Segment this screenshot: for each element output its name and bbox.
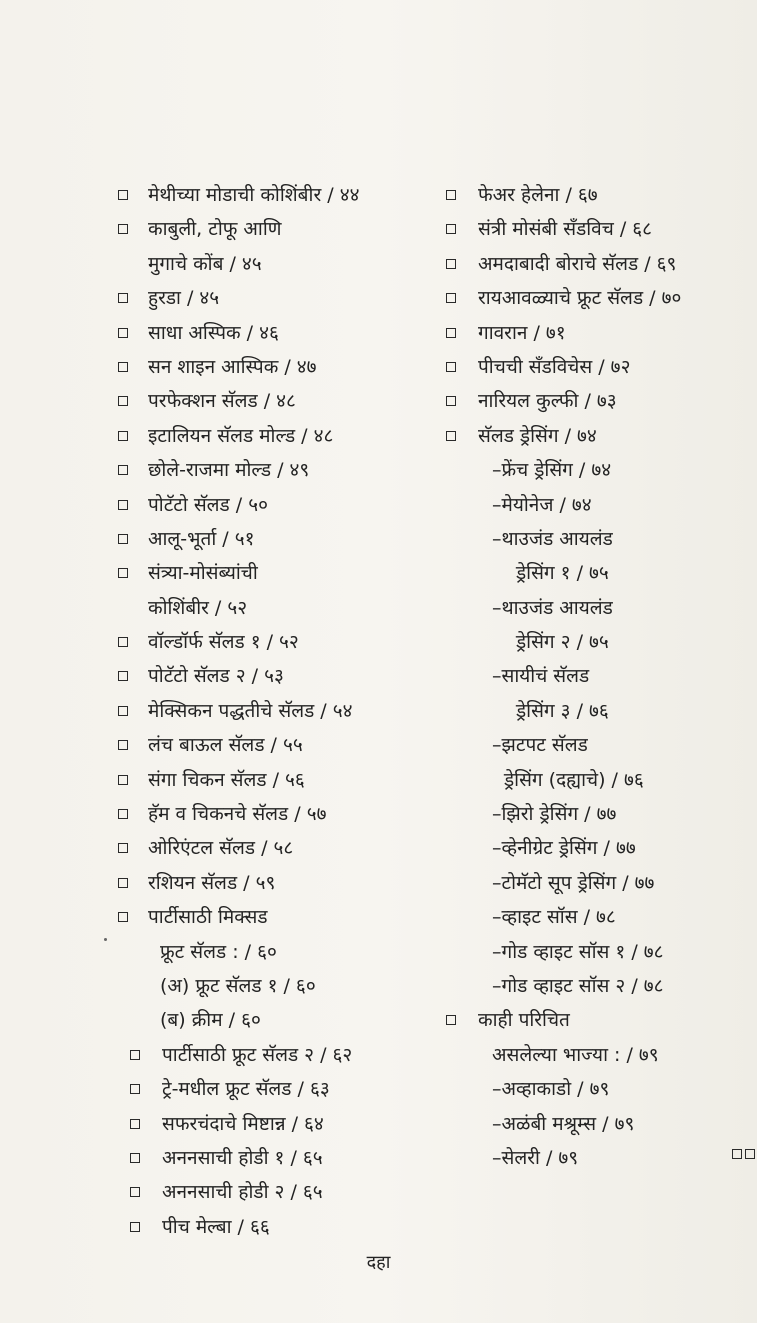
toc-entry-text: संत्री मोसंबी सँडविच / ६८ <box>478 218 653 241</box>
toc-entry <box>442 1038 752 1072</box>
checkbox-bullet-icon <box>118 671 128 681</box>
checkbox-bullet-icon <box>130 1153 140 1163</box>
toc-entry-text: आलू-भूर्ता / ५१ <box>148 527 255 550</box>
toc-entry <box>442 281 752 315</box>
toc-entry <box>442 625 752 659</box>
toc-entry <box>112 763 442 797</box>
checkbox-bullet-icon <box>118 878 128 888</box>
toc-entry <box>112 178 442 212</box>
checkbox-bullet-icon <box>118 912 128 922</box>
toc-entry-text: पोटॅटो सॅलड २ / ५३ <box>148 665 284 688</box>
toc-entry-text: हॅम व चिकनचे सॅलड / ५७ <box>148 803 327 826</box>
toc-entry-text: काही परिचित <box>478 1009 570 1032</box>
toc-entry-text: इटालियन सॅलड मोल्ड / ४८ <box>148 424 334 447</box>
toc-entry-text: (ब) क्रीम / ६० <box>160 1009 261 1032</box>
toc-entry <box>442 316 752 350</box>
toc-entry-text: अननसाची होडी १ / ६५ <box>162 1146 323 1169</box>
print-speck <box>104 938 107 941</box>
toc-entry <box>442 1072 752 1106</box>
toc-entry <box>442 694 752 728</box>
toc-entry <box>112 797 442 831</box>
toc-left-column <box>112 178 442 1244</box>
toc-entry-text: ड्रेसिंग १ / ७५ <box>516 562 609 585</box>
toc-entry-text: पोटॅटो सॅलड / ५० <box>148 493 268 516</box>
checkbox-bullet-icon <box>118 190 128 200</box>
toc-entry <box>442 419 752 453</box>
checkbox-bullet-icon <box>118 396 128 406</box>
toc-entry <box>442 659 752 693</box>
toc-entry <box>112 281 442 315</box>
checkbox-bullet-icon <box>118 809 128 819</box>
edge-bullet-marks <box>732 1144 757 1164</box>
toc-entry-text: रायआवळ्याचे फ्रूट सॅलड / ७० <box>478 287 682 310</box>
toc-entry <box>112 1038 442 1072</box>
toc-entry-text: पीचची सँडविचेस / ७२ <box>478 355 631 378</box>
toc-entry-text: ओरिएंटल सॅलड / ५८ <box>148 837 294 860</box>
toc-entry-text: –गोड व्हाइट सॉस १ / ७८ <box>492 940 664 963</box>
checkbox-bullet-icon <box>446 1015 456 1025</box>
toc-entry-text: सफरचंदाचे मिष्टान्न / ६४ <box>162 1112 324 1135</box>
checkbox-bullet-icon <box>118 775 128 785</box>
checkbox-bullet-icon <box>446 328 456 338</box>
toc-entry-text: सॅलड ड्रेसिंग / ७४ <box>478 424 597 447</box>
checkbox-bullet-icon <box>118 431 128 441</box>
toc-entry-text: असलेल्या भाज्या : / ७९ <box>492 1043 659 1066</box>
checkbox-bullet-icon <box>118 534 128 544</box>
checkbox-bullet-icon <box>130 1187 140 1197</box>
toc-entry <box>442 1107 752 1141</box>
toc-entry-text: –मेयोनेज / ७४ <box>492 493 592 516</box>
toc-entry-text: पीच मेल्बा / ६६ <box>162 1215 270 1238</box>
toc-entry-text: –सायीचं सॅलड <box>492 665 590 688</box>
toc-entry <box>442 866 752 900</box>
toc-entry-text: –थाउजंड आयलंड <box>492 527 613 550</box>
toc-entry <box>442 797 752 831</box>
toc-entry <box>112 350 442 384</box>
toc-entry <box>112 1141 442 1175</box>
toc-entry <box>112 488 442 522</box>
toc-entry <box>112 659 442 693</box>
checkbox-bullet-icon <box>118 740 128 750</box>
toc-entry <box>442 488 752 522</box>
checkbox-bullet-icon <box>118 706 128 716</box>
checkbox-bullet-icon <box>446 396 456 406</box>
checkbox-bullet-icon <box>130 1119 140 1129</box>
toc-entry <box>442 1003 752 1037</box>
checkbox-bullet-icon <box>118 500 128 510</box>
toc-entry <box>112 728 442 762</box>
toc-entry <box>112 831 442 865</box>
toc-entry-text: परफेक्शन सॅलड / ४८ <box>148 390 296 413</box>
toc-entry <box>112 969 442 1003</box>
toc-entry <box>442 831 752 865</box>
checkbox-bullet-icon <box>118 637 128 647</box>
checkbox-bullet-icon <box>118 843 128 853</box>
checkbox-bullet-icon <box>446 293 456 303</box>
toc-entry <box>112 866 442 900</box>
toc-entry-text: –अळंबी मश्रूम्स / ७९ <box>492 1112 635 1135</box>
toc-entry-text: अननसाची होडी २ / ६५ <box>162 1181 323 1204</box>
checkbox-bullet-icon <box>446 190 456 200</box>
checkbox-bullet-icon <box>130 1084 140 1094</box>
toc-entry-text: –सेलरी / ७९ <box>492 1146 579 1169</box>
checkbox-bullet-icon <box>130 1050 140 1060</box>
toc-entry <box>112 316 442 350</box>
toc-entry <box>442 763 752 797</box>
checkbox-bullet-icon <box>118 568 128 578</box>
toc-entry <box>112 1072 442 1106</box>
toc-entry-text: साधा अस्पिक / ४६ <box>148 321 279 344</box>
toc-entry-text: –झिरो ड्रेसिंग / ७७ <box>492 803 617 826</box>
toc-entry-text: मुगाचे कोंब / ४५ <box>148 252 262 275</box>
toc-entry-text: ड्रेसिंग ३ / ७६ <box>516 699 609 722</box>
toc-entry <box>112 1175 442 1209</box>
toc-entry <box>442 969 752 1003</box>
checkbox-bullet-icon <box>446 259 456 269</box>
toc-entry-text: संत्र्या-मोसंब्यांची <box>148 562 258 585</box>
toc-entry-text: ट्रे-मधील फ्रूट सॅलड / ६३ <box>162 1078 330 1101</box>
toc-entry-text: संगा चिकन सॅलड / ५६ <box>148 768 305 791</box>
checkbox-bullet-icon <box>732 1149 742 1159</box>
toc-entry <box>112 384 442 418</box>
checkbox-bullet-icon <box>118 328 128 338</box>
toc-entry-text: हुरडा / ४५ <box>148 287 220 310</box>
toc-entry-text: अमदाबादी बोराचे सॅलड / ६९ <box>478 252 677 275</box>
toc-entry <box>442 453 752 487</box>
toc-entry-text: रशियन सॅलड / ५९ <box>148 871 276 894</box>
toc-entry-text: –थाउजंड आयलंड <box>492 596 613 619</box>
toc-entry <box>442 247 752 281</box>
toc-entry-text: –गोड व्हाइट सॉस २ / ७८ <box>492 974 664 997</box>
toc-entry <box>112 247 442 281</box>
toc-entry-text: (अ) फ्रूट सॅलड १ / ६० <box>160 974 316 997</box>
toc-entry-text: लंच बाऊल सॅलड / ५५ <box>148 734 303 757</box>
toc-entry <box>112 591 442 625</box>
toc-entry <box>442 556 752 590</box>
toc-entry-text: पार्टीसाठी मिक्सड <box>148 906 268 929</box>
toc-entry <box>442 1141 752 1175</box>
toc-entry <box>442 384 752 418</box>
toc-entry <box>442 178 752 212</box>
toc-entry-text: गावरान / ७१ <box>478 321 566 344</box>
toc-entry-text: मेथीच्या मोडाची कोशिंबीर / ४४ <box>148 184 360 206</box>
toc-right-column <box>442 178 752 1175</box>
toc-entry <box>442 728 752 762</box>
page-number-footer: दहा <box>366 1252 391 1273</box>
toc-entry <box>442 935 752 969</box>
toc-entry-text: –फ्रेंच ड्रेसिंग / ७४ <box>492 459 612 482</box>
toc-entry-text: ड्रेसिंग (दह्याचे) / ७६ <box>504 768 644 791</box>
toc-entry-text: कोशिंबीर / ५२ <box>148 596 248 619</box>
toc-entry-text: फेअर हेलेना / ६७ <box>478 184 598 206</box>
toc-entry-text: फ्रूट सॅलड : / ६० <box>160 940 277 963</box>
checkbox-bullet-icon <box>446 431 456 441</box>
toc-entry-text: –व्हाइट सॉस / ७८ <box>492 906 616 929</box>
checkbox-bullet-icon <box>118 465 128 475</box>
toc-entry-text: –व्हेनीग्रेट ड्रेसिंग / ७७ <box>492 837 636 860</box>
toc-entry <box>112 935 442 969</box>
toc-entry-text: –झटपट सॅलड <box>492 734 588 757</box>
checkbox-bullet-icon <box>118 293 128 303</box>
toc-entry <box>112 694 442 728</box>
checkbox-bullet-icon <box>446 362 456 372</box>
toc-entry <box>442 522 752 556</box>
toc-entry-text: –टोमॅटो सूप ड्रेसिंग / ७७ <box>492 871 655 894</box>
toc-entry-text: वॉल्डॉर्फ सॅलड १ / ५२ <box>148 631 299 654</box>
toc-entry <box>442 900 752 934</box>
toc-entry-text: ड्रेसिंग २ / ७५ <box>516 631 609 654</box>
toc-entry <box>112 453 442 487</box>
toc-entry <box>112 419 442 453</box>
toc-entry <box>112 522 442 556</box>
toc-entry <box>112 900 442 934</box>
toc-entry <box>442 212 752 246</box>
checkbox-bullet-icon <box>130 1222 140 1232</box>
toc-entry <box>112 556 442 590</box>
toc-entry-text: पार्टीसाठी फ्रूट सॅलड २ / ६२ <box>162 1043 353 1066</box>
checkbox-bullet-icon <box>118 362 128 372</box>
toc-entry <box>442 350 752 384</box>
toc-entry <box>442 591 752 625</box>
toc-entry-text: मेक्सिकन पद्धतीचे सॅलड / ५४ <box>148 699 353 722</box>
checkbox-bullet-icon <box>118 224 128 234</box>
toc-entry-text: सन शाइन आस्पिक / ४७ <box>148 355 317 378</box>
toc-entry-text: काबुली, टोफू आणि <box>148 218 282 241</box>
checkbox-bullet-icon <box>745 1149 755 1159</box>
toc-entry <box>112 212 442 246</box>
toc-entry <box>112 625 442 659</box>
toc-entry-text: छोले-राजमा मोल्ड / ४९ <box>148 459 310 482</box>
checkbox-bullet-icon <box>446 224 456 234</box>
toc-entry <box>112 1107 442 1141</box>
toc-entry <box>112 1210 442 1244</box>
toc-entry-text: नारियल कुल्फी / ७३ <box>478 390 617 413</box>
toc-entry-text: –अव्हाकाडो / ७९ <box>492 1078 610 1101</box>
toc-entry <box>112 1003 442 1037</box>
